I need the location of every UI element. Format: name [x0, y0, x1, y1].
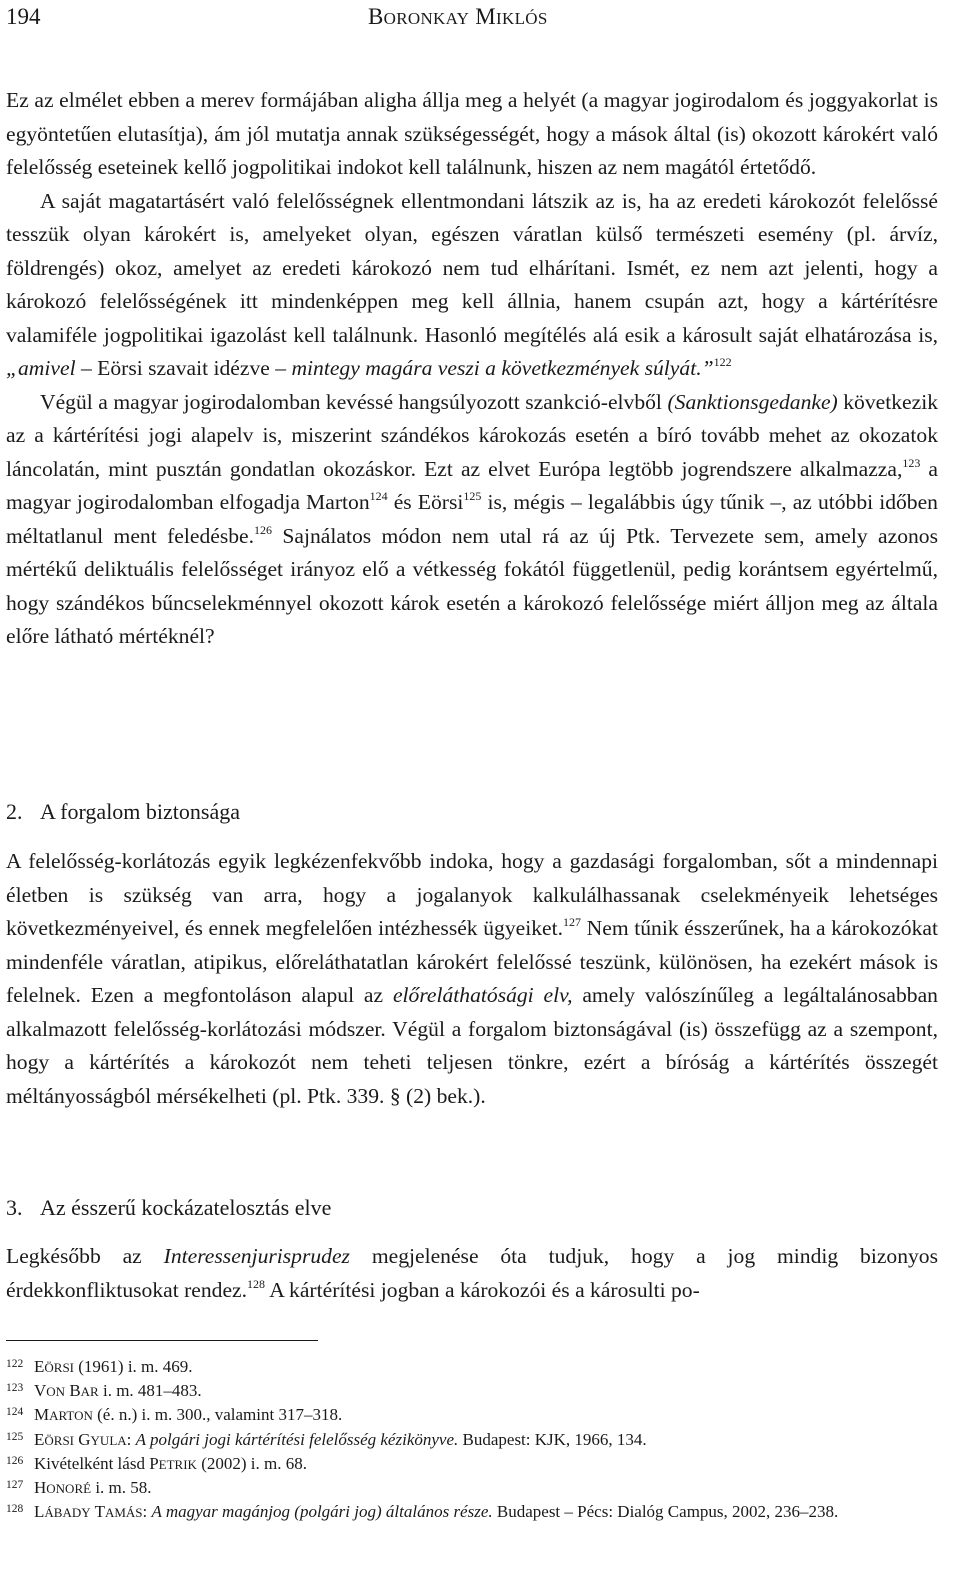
- footnote-text: LÁBADY TAMÁS: A magyar magánjog (polgári jog) általános része. Budapest – Pécs: Dialóg Campus, 2002, 236–238.: [34, 1502, 839, 1522]
- paragraph: Ez az elmélet ebben a merev formájában aligha állja meg a helyét (a magyar jogirodalom és joggyakorlat is egyöntetűen elutasítja), ám jól mutatja annak szükségességét, hogy a mások által (is) okozott károkért való felelősség eseteinek kellő jogpolitikai indokot kell találnunk, hiszen az nem magától értetődő.: [6, 88, 938, 179]
- italic-quote: „amivel: [6, 356, 76, 380]
- page-number: 194: [6, 4, 41, 29]
- body-block-3: [6, 1240, 938, 1307]
- footnote-text: VON BAR i. m. 481–483.: [34, 1381, 202, 1401]
- footnotes: [6, 1355, 938, 1524]
- text-run: Nem tűnik ésszerűnek, ha a károkozókat mindenféle váratlan, atipikus, előreláthatatlan károkért felelőssé teszünk, különösen, ha ezekért mások is felelnek. Ezen a megfontoláson alapul az: [6, 916, 938, 1007]
- footnote-text: EÖRSI GYULA: A polgári jogi kártérítési felelősség kézikönyve. Budapest: KJK, 1966, 134.: [34, 1429, 647, 1449]
- section-title: Az ésszerű kockázatelosztás elve: [40, 1195, 332, 1220]
- footnote-ref[interactable]: 127: [563, 915, 581, 929]
- text-run: Legkésőbb az: [6, 1244, 164, 1268]
- footnote-ref[interactable]: 126: [254, 522, 273, 537]
- footnote-author: MARTON: [34, 1405, 93, 1425]
- footnote-ref[interactable]: 124: [369, 489, 388, 503]
- text-run: és Eörsi: [387, 490, 464, 514]
- paragraph: [6, 1240, 938, 1307]
- text-run: A kártérítési jogban a károkozói és a károsulti po-: [265, 1277, 700, 1302]
- footnote-126: [6, 1452, 938, 1476]
- footnote-ref[interactable]: 123: [902, 455, 921, 470]
- footnote-number: 123: [6, 1382, 24, 1395]
- footnote-ref[interactable]: 128: [247, 1276, 266, 1291]
- paragraph: [6, 845, 938, 1113]
- text-run: A felelősség-korlátozás egyik legkézenfekvőbb indoka, hogy a gazdasági forgalomban, sőt a mindennapi életben is szükség van arra, hogy a jogalanyok kalkulálhassanak cselekményeik lehetséges következményeivel, és ennek megfelelően intézhessék ügyeiket.: [6, 849, 938, 940]
- footnote-author: HONORÉ: [34, 1478, 92, 1498]
- paragraph: [6, 185, 938, 386]
- text-run: is, mégis – legalábbis úgy tűnik –, az utóbbi időben méltatlanul ment feledésbe.: [6, 490, 938, 548]
- body-block-1: [6, 84, 938, 654]
- footnote-divider: [6, 1340, 318, 1341]
- text-run: – Eörsi szavait idézve –: [75, 356, 292, 380]
- footnote-text: HONORÉ i. m. 58.: [34, 1478, 152, 1498]
- footnote-122: [6, 1355, 938, 1379]
- footnote-number: 124: [6, 1406, 24, 1419]
- footnote-number: 122: [6, 1358, 24, 1370]
- footnote-author: VON BAR: [34, 1381, 99, 1401]
- footnote-124: [6, 1403, 938, 1427]
- footnote-author: LÁBADY TAMÁS: [34, 1502, 143, 1522]
- footnote-author: PETRIK: [149, 1453, 197, 1473]
- text-run: következik az a kártérítési jogi alapelv is, miszerint szándékos károkozás esetén a bíró tovább mehet az okozatok láncolatán, mint pusztán gondatlan okozáskor. Ezt az elvet Európa legtöbb jogrendszere alkalmazza,: [6, 389, 938, 481]
- italic-term: előreláthatósági elv,: [392, 983, 573, 1007]
- italic-term: Interessenjurisprudez: [163, 1244, 350, 1268]
- footnote-number: 127: [6, 1479, 24, 1492]
- footnote-127: [6, 1476, 938, 1500]
- footnote-123: [6, 1379, 938, 1403]
- section-number: 3.: [6, 1195, 23, 1220]
- footnote-text: Kivételként lásd PETRIK (2002) i. m. 68.: [34, 1453, 307, 1473]
- text-run: Sajnálatos módon nem utal rá az új Ptk. Tervezete sem, amely azonos mértékű deliktuális felelősséget irányoz elő a vétkesség fokától függetlenül, pedig korántsem egyértelmű, hogy szándékos bűncselekménnyel okozott károk esetén a károkozó felelőssége miért álljon meg az általa előre látható mértéknél?: [6, 523, 938, 648]
- italic-quote: mintegy magára veszi a következmények súlyát.”: [291, 356, 714, 380]
- footnote-number: 126: [6, 1454, 24, 1467]
- footnote-title: A polgári jogi kártérítési felelősség kézikönyve.: [135, 1429, 459, 1449]
- section-heading-3: [6, 1195, 331, 1221]
- footnote-128: [6, 1500, 938, 1524]
- text-run: a magyar jogirodalomban elfogadja Marton: [6, 456, 938, 514]
- footnote-ref[interactable]: 125: [463, 489, 482, 503]
- italic-term: (Sanktionsgedanke): [667, 389, 838, 414]
- footnote-text: MARTON (é. n.) i. m. 300., valamint 317–318.: [34, 1405, 343, 1425]
- footnote-title: A magyar magánjog (polgári jog) általános része.: [151, 1502, 493, 1522]
- footnote-125: [6, 1428, 938, 1452]
- footnote-number: 128: [6, 1503, 24, 1516]
- text-run: megjelenése óta tudjuk, hogy a jog mindig bizonyos érdekkonfliktusokat rendez.: [6, 1244, 938, 1302]
- text-run: Végül a magyar jogirodalomban kevéssé hangsúlyozott szankció-elvből: [40, 389, 668, 414]
- body-block-2: [6, 845, 938, 1113]
- running-head: BORONKAY MIKLÓS: [368, 4, 548, 29]
- footnote-text: EÖRSI (1961) i. m. 469.: [34, 1357, 193, 1376]
- paragraph: [6, 386, 938, 654]
- section-title: A forgalom biztonsága: [40, 799, 240, 824]
- footnote-ref[interactable]: 122: [713, 355, 732, 369]
- footnote-number: 125: [6, 1430, 24, 1443]
- footnote-author: EÖRSI GYULA: [34, 1429, 127, 1449]
- text-run: amely valószínűleg a legáltalánosabban alkalmazott felelősség-korlátozási módszer. Végül a forgalom biztonságával (is) összefügg az a szempont, hogy a kártérítés a károkozót nem teheti teljesen tönkre, ezért a bíróság a kártérítés összegét méltányosságból mérsékelheti (pl. Ptk. 339. § (2) bek.).: [6, 983, 938, 1108]
- section-heading-2: [6, 799, 240, 825]
- section-number: 2.: [6, 799, 23, 824]
- footnote-author: EÖRSI: [34, 1357, 75, 1376]
- text-run: A saját magatartásért való felelősségnek ellentmondani látszik az is, ha az eredeti károkozót felelőssé tesszük olyan károkért is, amelyeket olyan, egészen váratlan külső természeti esemény (pl. árvíz, földrengés) okoz, amelyet az eredeti károkozó nem tud elhárítani. Ismét, ez nem azt jelenti, hogy a károkozó felelősségének itt mindenképpen meg kell állnia, hanem csupán azt, hogy a kártérítésre valamiféle jogpolitikai igazolást kell találnunk. Hasonló megítélés alá esik a károsult saját elhatározása is,: [6, 188, 938, 347]
